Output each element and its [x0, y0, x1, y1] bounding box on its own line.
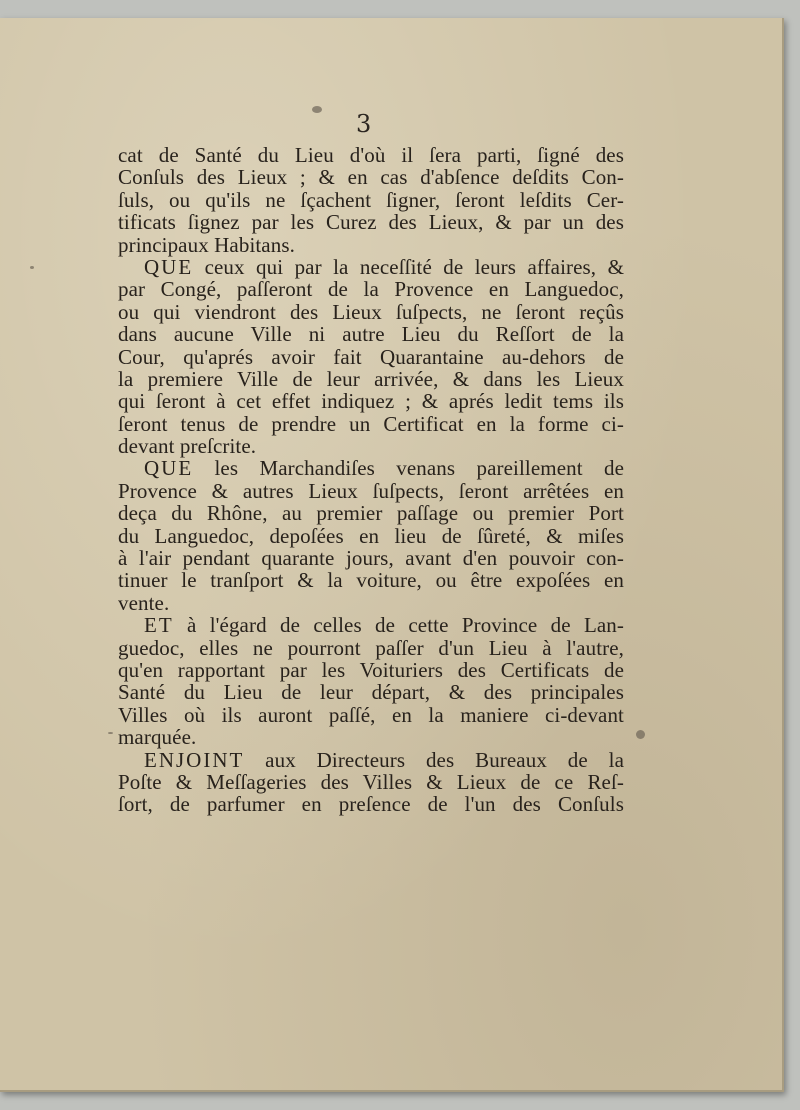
- text-line: tificats ſignez par les Curez des Lieux, & par un des: [118, 210, 624, 235]
- body-text: [118, 144, 624, 816]
- text-line: principaux Habitans.: [118, 232, 295, 257]
- text-line: à l'air pendant quarante jours, avant d'en pouvoir con-: [118, 546, 624, 571]
- text-line: la premiere Ville de leur arrivée, & dans les Lieux: [118, 366, 624, 391]
- paragraph-languedoc-goods: [118, 614, 624, 748]
- text-line: ſeront tenus de prendre un Certificat en la forme ci-: [118, 411, 624, 436]
- text-line: ou qui viendront des Lieux ſuſpects, ne ſeront reçûs: [118, 299, 624, 324]
- text-line-rest: à l'égard de celles de cette Province de Lan-: [173, 613, 624, 638]
- paragraph-lead-word: ET: [144, 613, 174, 638]
- text-line: Provence & autres Lieux ſuſpects, ſeront arrêtées en: [118, 478, 624, 503]
- ink-speck: [30, 266, 34, 269]
- text-line: cat de Santé du Lieu d'où il ſera parti, ſigné des: [118, 143, 624, 167]
- text-line: [118, 614, 624, 636]
- text-line: Santé du Lieu de leur départ, & des principales: [118, 680, 624, 705]
- text-line: guedoc, elles ne pourront paſſer d'un Lieu à l'autre,: [118, 635, 624, 660]
- text-line: [118, 457, 624, 479]
- text-line-rest: les Marchandiſes venans pareillement de: [193, 456, 624, 481]
- paragraph-certificate-signing: [118, 144, 624, 256]
- paragraph-merchandise: [118, 457, 624, 614]
- text-line-rest: ceux qui par la neceſſité de leurs affaires, &: [193, 254, 624, 279]
- text-line: tinuer le tranſport & la voiture, ou être expoſées en: [118, 568, 624, 593]
- ink-speck: [108, 732, 113, 734]
- text-line: du Languedoc, depoſées en lieu de ſûreté, & miſes: [118, 523, 624, 548]
- text-line-rest: aux Directeurs des Bureaux de la: [244, 747, 624, 772]
- paragraph-lead-word: QUE: [144, 456, 194, 481]
- text-line: par Congé, paſſeront de la Provence en Languedoc,: [118, 277, 624, 302]
- paragraph-quarantine: [118, 256, 624, 458]
- text-line: ſort, de parfumer en preſence de l'un des Conſuls: [118, 792, 624, 817]
- document-page: [0, 18, 784, 1092]
- text-line: qu'en rapportant par les Voituriers des Certificats de: [118, 657, 624, 682]
- text-line: Conſuls des Lieux ; & en cas d'abſence deſdits Con-: [118, 165, 624, 190]
- page-number: 3: [356, 110, 372, 138]
- text-line: [118, 749, 624, 771]
- text-line: devant preſcrite.: [118, 434, 257, 459]
- text-line: Cour, qu'aprés avoir fait Quarantaine au-dehors de: [118, 344, 624, 369]
- paragraph-lead-word: ENJOINT: [144, 747, 245, 772]
- text-line: Poſte & Meſſageries des Villes & Lieux de ce Reſ-: [118, 769, 624, 794]
- paragraph-postal-directors: [118, 749, 624, 816]
- text-line: ſuls, ou qu'ils ne ſçachent ſigner, ſeront leſdits Cer-: [118, 187, 624, 212]
- text-line: deça du Rhône, au premier paſſage ou premier Port: [118, 501, 624, 526]
- ink-speck: [312, 106, 322, 113]
- text-line: qui ſeront à cet effet indiquez ; & aprés ledit tems ils: [118, 389, 624, 414]
- text-line: Villes où ils auront paſſé, en la maniere ci-devant: [118, 702, 624, 727]
- text-line: dans aucune Ville ni autre Lieu du Reſſort de la: [118, 322, 624, 347]
- text-line: marquée.: [118, 725, 197, 750]
- ink-speck: [636, 730, 645, 739]
- text-line: vente.: [118, 590, 170, 615]
- text-line: [118, 256, 624, 278]
- paragraph-lead-word: QUE: [144, 254, 194, 279]
